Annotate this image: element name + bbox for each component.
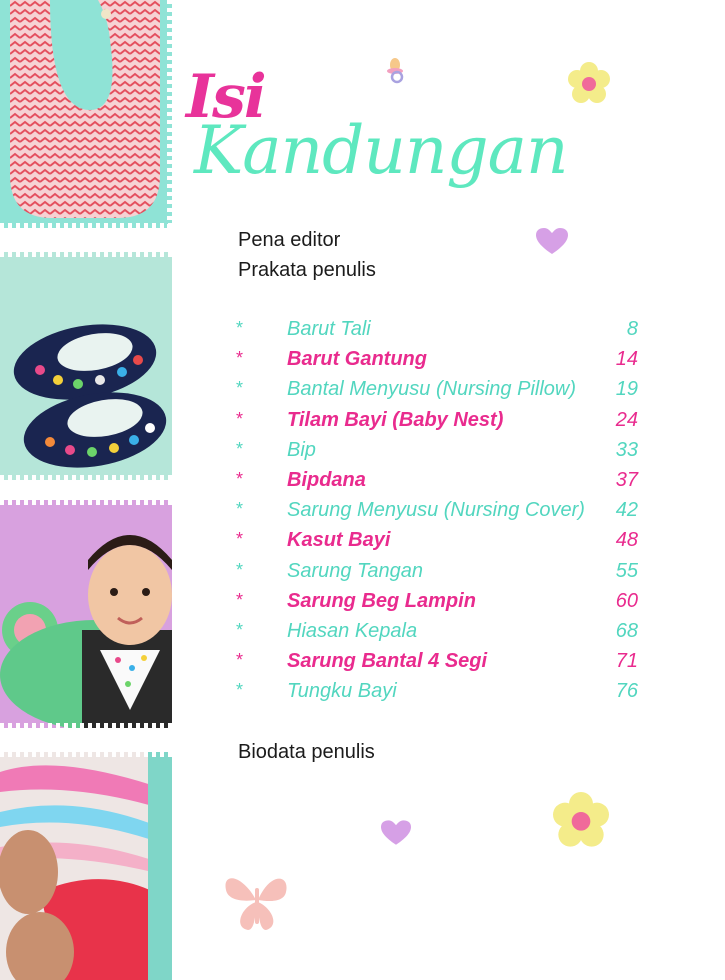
sewing-photo (0, 752, 172, 980)
toc-entry (236, 678, 646, 708)
bullet-marker: * (236, 438, 244, 459)
heart-icon (536, 228, 568, 256)
toc-entry (236, 346, 646, 376)
toc-entry (236, 558, 646, 588)
toc-entry-title: Sarung Tangan (287, 559, 424, 582)
baby-photo (0, 500, 172, 728)
bullet-marker: * (236, 318, 244, 338)
toc-entry (236, 527, 646, 557)
toc-entry (236, 376, 646, 406)
toc-entry-page: 19 (615, 378, 638, 401)
bullet-marker: * (236, 559, 244, 580)
bib-photo (0, 0, 172, 228)
bullet-marker: * (236, 468, 244, 489)
toc-entry (236, 407, 646, 437)
toc-entry-title: Sarung Beg Lampin (287, 589, 476, 612)
bullet-marker: * (236, 650, 244, 671)
back-matter-item: Biodata penulis (238, 741, 375, 763)
bullet-marker: * (236, 408, 244, 429)
toc-entry-page: 24 (615, 408, 638, 431)
toc-entry-title: Bipdana (287, 468, 366, 491)
toc-entry-page: 8 (626, 318, 638, 340)
toc-entry-page: 76 (615, 680, 638, 703)
bullet-marker: * (236, 680, 244, 701)
toc-list (236, 316, 646, 708)
toc-entry (236, 497, 646, 527)
toc-entry (236, 437, 646, 467)
butterfly-icon (222, 864, 292, 936)
toc-entry-page: 37 (615, 468, 638, 491)
toc-entry-page: 48 (615, 529, 638, 552)
toc-entry (236, 467, 646, 497)
toc-entry-title: Tungku Bayi (287, 680, 397, 703)
toc-entry (236, 316, 646, 346)
toc-entry-title: Tilam Bayi (Baby Nest) (287, 408, 504, 431)
bullet-marker: * (236, 499, 244, 520)
title-line-1: Isi (186, 62, 265, 132)
toc-entry-title: Bip (287, 438, 316, 461)
toc-entry-title: Sarung Bantal 4 Segi (287, 650, 488, 673)
toc-entry-title: Hiasan Kepala (287, 619, 418, 642)
flower-icon (552, 792, 610, 848)
photo-strip (0, 0, 172, 980)
toc-entry-page: 33 (615, 438, 638, 461)
bullet-marker: * (236, 589, 244, 610)
toc-entry-page: 71 (615, 650, 638, 673)
pacifier-icon (382, 56, 408, 84)
bullet-marker: * (236, 378, 244, 399)
front-matter-item: Pena editor (238, 229, 341, 251)
bullet-marker: * (236, 348, 244, 369)
toc-entry-page: 55 (615, 559, 638, 582)
toc-entry-title: Barut Tali (287, 318, 371, 340)
toc-entry-title: Sarung Menyusu (Nursing Cover) (287, 499, 585, 522)
front-matter-item: Prakata penulis (238, 259, 376, 281)
toc-entry (236, 648, 646, 678)
title-line-2: Kandungan (194, 112, 568, 189)
toc-entry-title: Kasut Bayi (287, 529, 391, 552)
toc-entry (236, 588, 646, 618)
bullet-marker: * (236, 529, 244, 550)
flower-icon (568, 62, 610, 104)
toc-entry-page: 14 (615, 348, 638, 371)
toc-entry-page: 42 (615, 499, 638, 522)
toc-entry-title: Barut Gantung (287, 348, 427, 371)
bullet-marker: * (236, 619, 244, 640)
toc-entry-page: 60 (615, 589, 638, 612)
heart-icon (381, 820, 411, 847)
toc-entry (236, 618, 646, 648)
baby-shoes-photo (0, 252, 172, 480)
toc-entry-page: 68 (615, 619, 638, 642)
toc-entry-title: Bantal Menyusu (Nursing Pillow) (287, 378, 577, 401)
